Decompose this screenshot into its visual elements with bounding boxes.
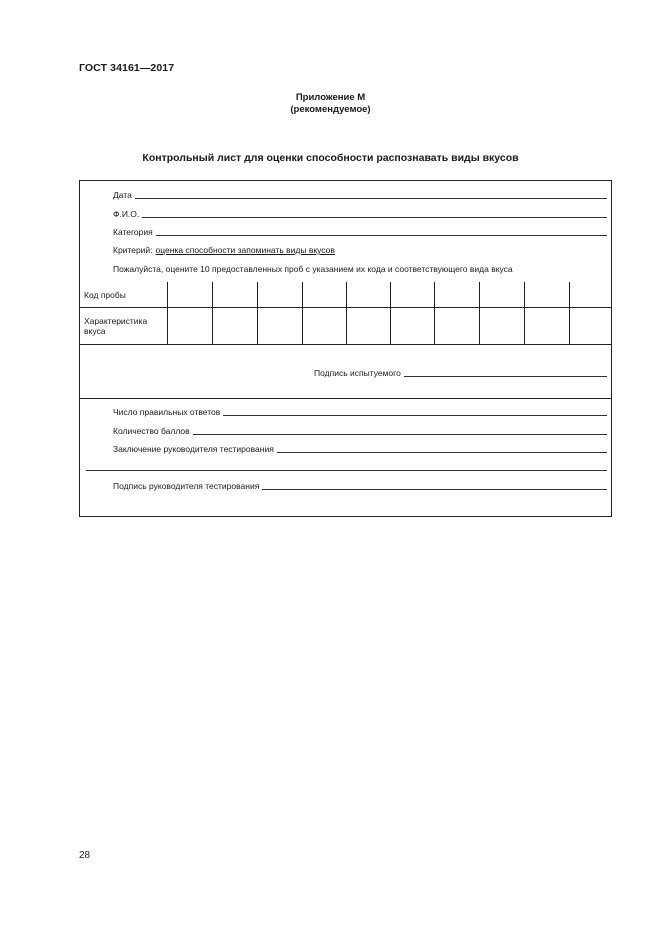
sample-code-cell[interactable] [434, 282, 479, 308]
date-label: Дата [113, 190, 132, 200]
conclusion-label: Заключение руководителя тестирования [113, 444, 274, 454]
appendix-heading [0, 92, 661, 116]
sample-code-cell[interactable] [479, 282, 524, 308]
taste-cell[interactable] [346, 308, 390, 345]
instruction-text: Пожалуйста, оцените 10 предоставленных проб с указанием их кода и соответствующего вида вкуса [113, 264, 513, 274]
score-field[interactable] [193, 425, 607, 435]
taste-cell[interactable] [479, 308, 524, 345]
sample-code-row [80, 282, 611, 308]
supervisor-signature-row [113, 480, 607, 491]
correct-answers-row [113, 406, 607, 417]
taste-cell[interactable] [302, 308, 346, 345]
date-field[interactable] [135, 189, 607, 199]
supervisor-signature-field[interactable] [262, 480, 607, 490]
appendix-title: Приложение М [295, 92, 366, 103]
sample-code-cell[interactable] [390, 282, 434, 308]
category-row [113, 226, 607, 237]
taste-characteristic-label: Характеристика вкуса [80, 308, 167, 345]
instruction-row [113, 264, 513, 274]
conclusion-continuation-row [86, 461, 607, 472]
taste-cell[interactable] [212, 308, 257, 345]
category-label: Категория [113, 227, 153, 237]
page-number: 28 [79, 850, 91, 861]
sample-code-cell[interactable] [524, 282, 569, 308]
conclusion-field[interactable] [277, 443, 607, 453]
subject-signature-label: Подпись испытуемого [314, 368, 401, 378]
score-label: Количество баллов [113, 426, 190, 436]
subject-signature-row [314, 367, 607, 378]
checklist-form [79, 180, 612, 517]
criterion-value: оценка способности запоминать виды вкусов [155, 245, 335, 255]
conclusion-row [113, 443, 607, 454]
taste-cell[interactable] [167, 308, 212, 345]
sample-code-cell[interactable] [257, 282, 302, 308]
section-divider [80, 398, 611, 399]
form-title: Контрольный лист для оценки способности распознавать виды вкусов [142, 152, 519, 164]
sample-code-cell[interactable] [346, 282, 390, 308]
score-row [113, 425, 607, 436]
sample-code-label: Код пробы [80, 282, 167, 308]
supervisor-signature-label: Подпись руководителя тестирования [113, 481, 260, 491]
fio-row [113, 208, 607, 219]
sample-code-cell[interactable] [302, 282, 346, 308]
appendix-note: (рекомендуемое) [290, 104, 371, 115]
fio-field[interactable] [142, 208, 607, 218]
category-field[interactable] [156, 226, 607, 236]
taste-cell[interactable] [390, 308, 434, 345]
document-code: ГОСТ 34161—2017 [79, 62, 175, 74]
criterion-label: Критерий: [113, 245, 153, 255]
correct-answers-label: Число правильных ответов [113, 407, 221, 417]
sample-code-cell[interactable] [167, 282, 212, 308]
date-row [113, 189, 607, 200]
taste-cell[interactable] [257, 308, 302, 345]
conclusion-continuation-field[interactable] [86, 461, 607, 471]
samples-table [80, 282, 611, 345]
taste-cell[interactable] [434, 308, 479, 345]
taste-cell[interactable] [569, 308, 611, 345]
correct-answers-field[interactable] [223, 406, 607, 416]
taste-cell[interactable] [524, 308, 569, 345]
subject-signature-field[interactable] [404, 367, 607, 377]
fio-label: Ф.И.О. [113, 209, 140, 219]
sample-code-cell[interactable] [569, 282, 611, 308]
taste-characteristic-row [80, 308, 611, 345]
criterion-row [113, 245, 335, 255]
sample-code-cell[interactable] [212, 282, 257, 308]
